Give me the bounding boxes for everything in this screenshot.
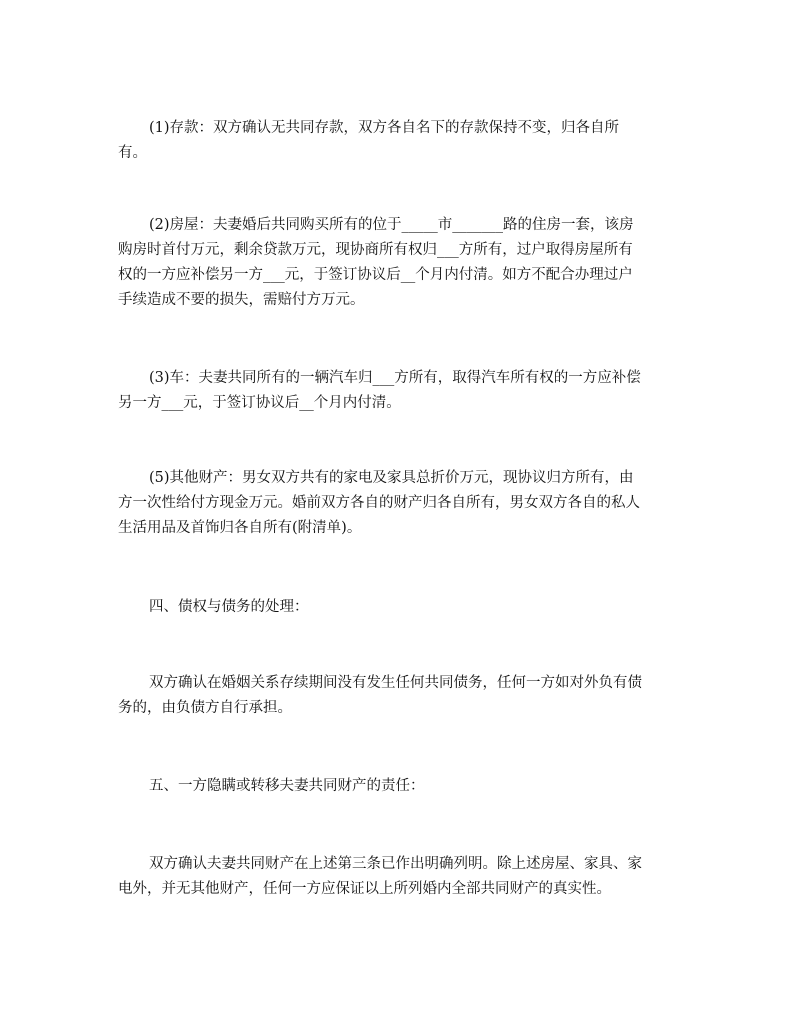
text-line: (5)其他财产：男女双方共有的家电及家具总折价万元，现协议归方所有，由 bbox=[149, 470, 634, 486]
text-line: 另一方___元，于签订协议后__个月内付清。 bbox=[118, 395, 401, 411]
heading-line: 四、债权与债务的处理： bbox=[149, 599, 309, 615]
section-heading-debt bbox=[118, 595, 684, 620]
text-line: 购房时首付万元，剩余贷款万元，现协商所有权归___方所有，过户取得房屋所有 bbox=[118, 242, 633, 258]
paragraph-concealment bbox=[118, 852, 684, 902]
text-line: 方一次性给付方现金万元。婚前双方各自的财产归各自所有，男女双方各自的私人 bbox=[118, 495, 640, 511]
paragraph-debt bbox=[118, 671, 684, 721]
paragraph-car bbox=[118, 366, 684, 416]
text-line: (1)存款：双方确认无共同存款，双方各自名下的存款保持不变，归各自所 bbox=[149, 120, 620, 136]
paragraph-other-property bbox=[118, 466, 684, 541]
paragraph-house bbox=[118, 213, 684, 313]
text-line: (2)房屋：夫妻婚后共同购买所有的位于_____市_______路的住房一套，该房 bbox=[149, 217, 634, 233]
text-line: 双方确认夫妻共同财产在上述第三条已作出明确列明。除上述房屋、家具、家 bbox=[149, 856, 642, 872]
text-line: 手续造成不要的损失，需赔付方万元。 bbox=[118, 292, 365, 308]
heading-line: 五、一方隐瞒或转移夫妻共同财产的责任： bbox=[149, 778, 425, 794]
text-line: 生活用品及首饰归各自所有(附清单)。 bbox=[118, 520, 362, 536]
text-line: 有。 bbox=[118, 145, 147, 161]
text-line: 双方确认在婚姻关系存续期间没有发生任何共同债务，任何一方如对外负有债 bbox=[149, 675, 642, 691]
text-line: 电外，并无其他财产，任何一方应保证以上所列婚内全部共同财产的真实性。 bbox=[118, 881, 611, 897]
text-line: 权的一方应补偿另一方___元，于签订协议后__个月内付清。如方不配合办理过户 bbox=[118, 267, 633, 283]
paragraph-deposit bbox=[118, 116, 684, 166]
text-line: 务的，由负债方自行承担。 bbox=[118, 700, 292, 716]
text-line: (3)车：夫妻共同所有的一辆汽车归___方所有，取得汽车所有权的一方应补偿 bbox=[149, 370, 641, 386]
section-heading-concealment bbox=[118, 774, 684, 799]
